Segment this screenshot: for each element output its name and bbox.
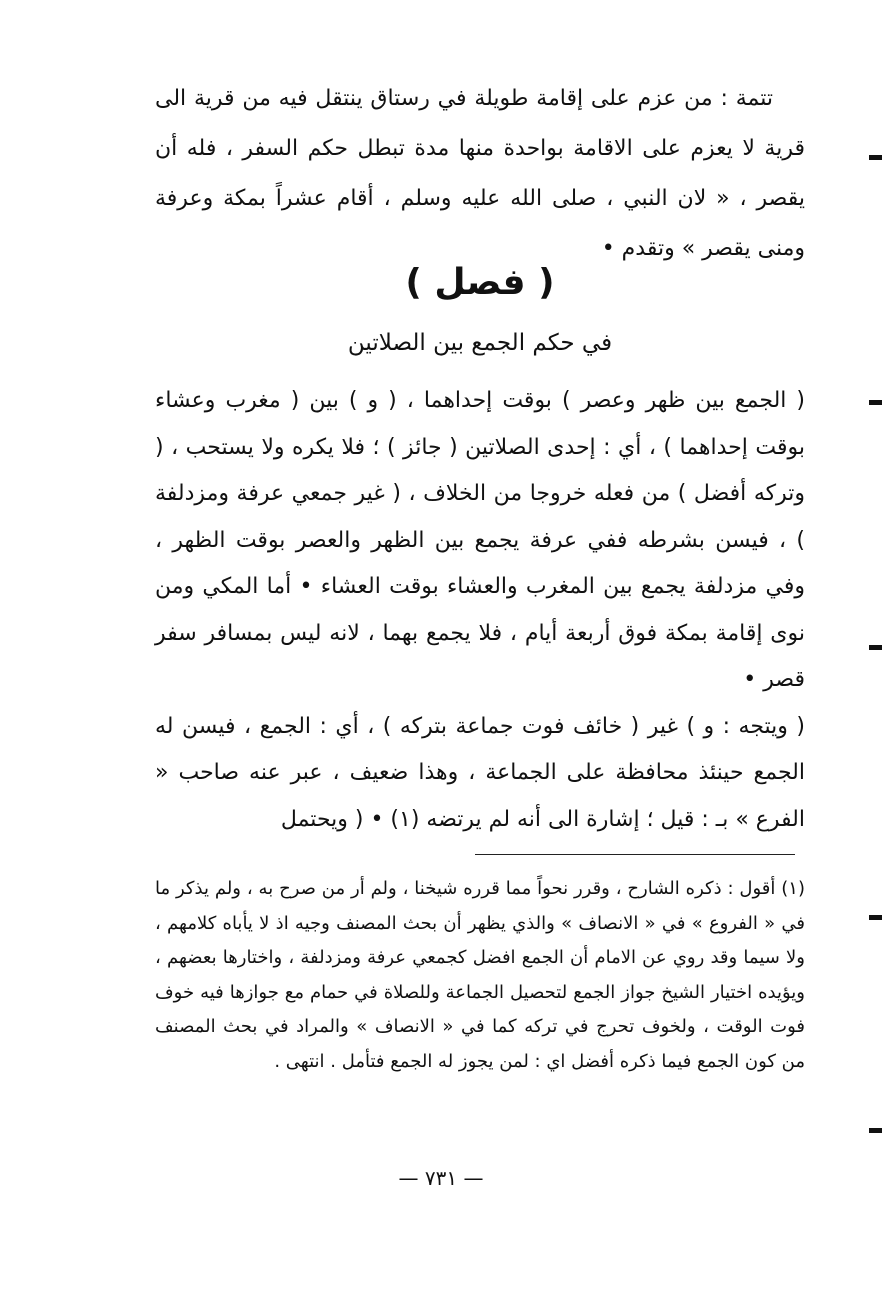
footnote-divider — [475, 854, 795, 855]
body-paragraph: ( الجمع بين ظهر وعصر ) بوقت إحداهما ، ( و ) بين ( مغرب وعشاء بوقت إحداهما ) ، أي : إحدى الصلاتين ( جائز ) ؛ فلا يكره ولا يستحب ، ( وتركه أفضل ) من فعله خروجا من الخلاف ، ( غير جمعي عرفة ومزدلفة ) ، فيسن بشرطه ففي عرفة يجمع بين الظهر والعصر بوقت الظهر ، وفي مزدلفة يجمع بين المغرب والعشاء بوقت العشاء • أما المكي ومن نوى إقامة بمكة فوق أربعة أيام ، فلا يجمع بهما ، لانه ليس بمسافر سفر قصر • — [155, 388, 805, 692]
intro-text: تتمة : من عزم على إقامة طويلة في رستاق ينتقل فيه من قرية الى قرية لا يعزم على الاقامة بواحدة منها مدة تبطل حكم السفر ، فله أن يقصر ، « لان النبي ، صلى الله عليه وسلم ، أقام عشراً بمكة وعرفة ومنى يقصر » وتقدم • — [155, 86, 805, 261]
section-heading: ( فصل ) — [405, 262, 555, 303]
page-number: — ٧٣١ — — [398, 1166, 484, 1190]
scan-edge-mark — [869, 1128, 882, 1133]
main-text — [155, 378, 805, 843]
body-paragraph: ( ويتجه : و ) غير ( خائف فوت جماعة بتركه ) ، أي : الجمع ، فيسن له الجمع حينئذ محافظة على الجماعة ، وهذا ضعيف ، عبر عنه صاحب « الفرع » بـ : قيل ؛ إشارة الى أنه لم يرتضه (١) • ( ويحتمل — [155, 713, 805, 832]
scan-edge-mark — [869, 155, 882, 160]
footnote — [155, 872, 805, 1079]
intro-paragraph — [155, 74, 805, 274]
footnote-text: (١) أقول : ذكره الشارح ، وقرر نحواً مما قرره شيخنا ، ولم أر من صرح به ، ولم يذكر ما في « الفروع » في « الانصاف » والذي يظهر أن بحث المصنف وجيه اذ لا يأباه كلامهم ، ولا سيما وقد روي عن الامام أن الجمع افضل كجمعي عرفة ومزدلفة ، واختارها بعضهم ، ويؤيده اختيار الشيخ جواز الجمع لتحصيل الجماعة وللصلاة في حمام مع جوازها فيه خوف فوت الوقت ، ولخوف تحرج في تركه كما في « الانصاف » والمراد في بحث المصنف من كون الجمع فيما ذكره أفضل اي : لمن يجوز له الجمع فتأمل . انتهى . — [155, 878, 805, 1072]
section-subheading: في حكم الجمع بين الصلاتين — [347, 330, 613, 356]
scan-edge-mark — [869, 400, 882, 405]
scan-edge-mark — [869, 915, 882, 920]
scan-edge-mark — [869, 645, 882, 650]
